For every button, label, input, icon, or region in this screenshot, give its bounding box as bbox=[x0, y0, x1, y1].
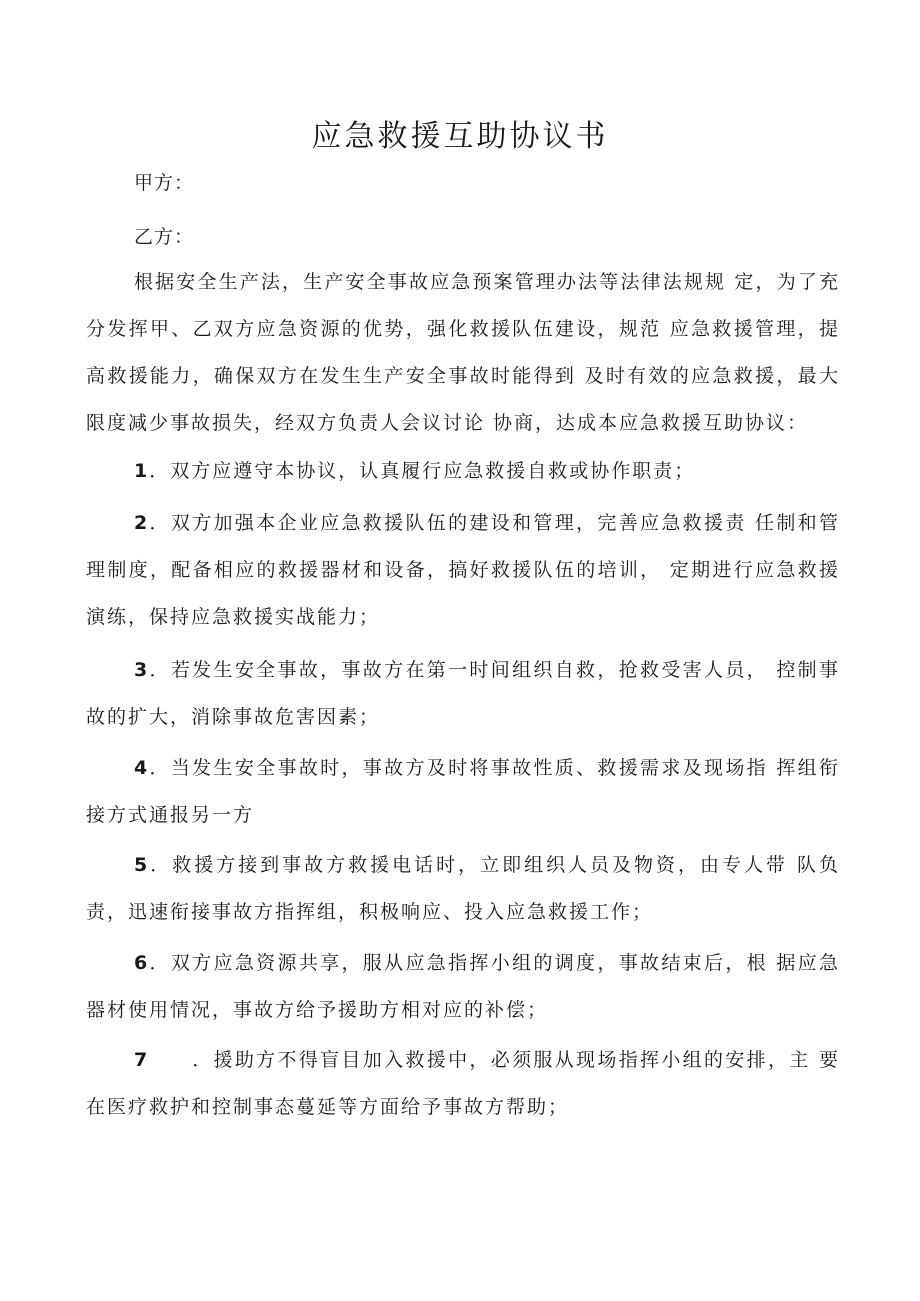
clause-text: ．援助方不得盲目加入救援中，必须服从现场指挥小组的安排，主 要在医疗救护和控制事态蔓延等方面给予事故方帮助； bbox=[86, 1049, 840, 1118]
clause-text: ．双方应急资源共享，服从应急指挥小组的调度，事故结束后，根 据应急器材使用情况，事故方给予援助方相对应的补偿； bbox=[86, 952, 840, 1021]
clause-number: 2 bbox=[134, 512, 150, 534]
clause-text: ．双方应遵守本协议，认真履行应急救援自救或协作职责； bbox=[149, 460, 696, 482]
clause-3 bbox=[86, 647, 840, 741]
party-b-label: 乙方： bbox=[134, 226, 195, 248]
clause-1 bbox=[86, 448, 840, 495]
clause-2 bbox=[86, 500, 840, 641]
clause-text: ．当发生安全事故时，事故方及时将事故性质、救援需求及现场指 挥组衔接方式通报另一方 bbox=[86, 757, 840, 826]
clause-6 bbox=[86, 940, 840, 1034]
document-title: 应急救援互助协议书 bbox=[311, 119, 609, 154]
clause-number: 4 bbox=[134, 757, 150, 779]
clause-7 bbox=[86, 1037, 840, 1131]
clause-text: ．若发生安全事故，事故方在第一时间组织自救，抢救受害人员， 控制事故的扩大，消除事故危害因素； bbox=[86, 659, 840, 728]
intro-paragraph: 根据安全生产法，生产安全事故应急预案管理办法等法律法规规 定，为了充分发挥甲、乙双方应急资源的优势，强化救援队伍建设，规范 应急救援管理，提高救援能力，确保双方在发生生产安全事故时能得到 及时有效的应急救援，最大限度减少事故损失，经双方负责人会议讨论 协商，达成本应急救援互助协议： bbox=[86, 271, 840, 434]
clause-number: 3 bbox=[134, 659, 150, 681]
party-a-label: 甲方： bbox=[134, 172, 195, 194]
clause-text: ．双方加强本企业应急救援队伍的建设和管理，完善应急救援责 任制和管理制度，配备相应的救援器材和设备，搞好救援队伍的培训， 定期进行应急救援演练，保持应急救援实战能力； bbox=[86, 512, 840, 628]
clause-number: 7 bbox=[134, 1049, 150, 1071]
clause-text: ．救援方接到事故方救援电话时，立即组织人员及物资，由专人带 队负责，迅速衔接事故方指挥组，积极响应、投入应急救援工作； bbox=[86, 854, 840, 923]
clause-number: 6 bbox=[134, 952, 150, 974]
clause-5 bbox=[86, 842, 840, 936]
clause-number: 1 bbox=[134, 460, 150, 482]
clause-number: 5 bbox=[134, 854, 150, 876]
clause-4 bbox=[86, 745, 840, 839]
